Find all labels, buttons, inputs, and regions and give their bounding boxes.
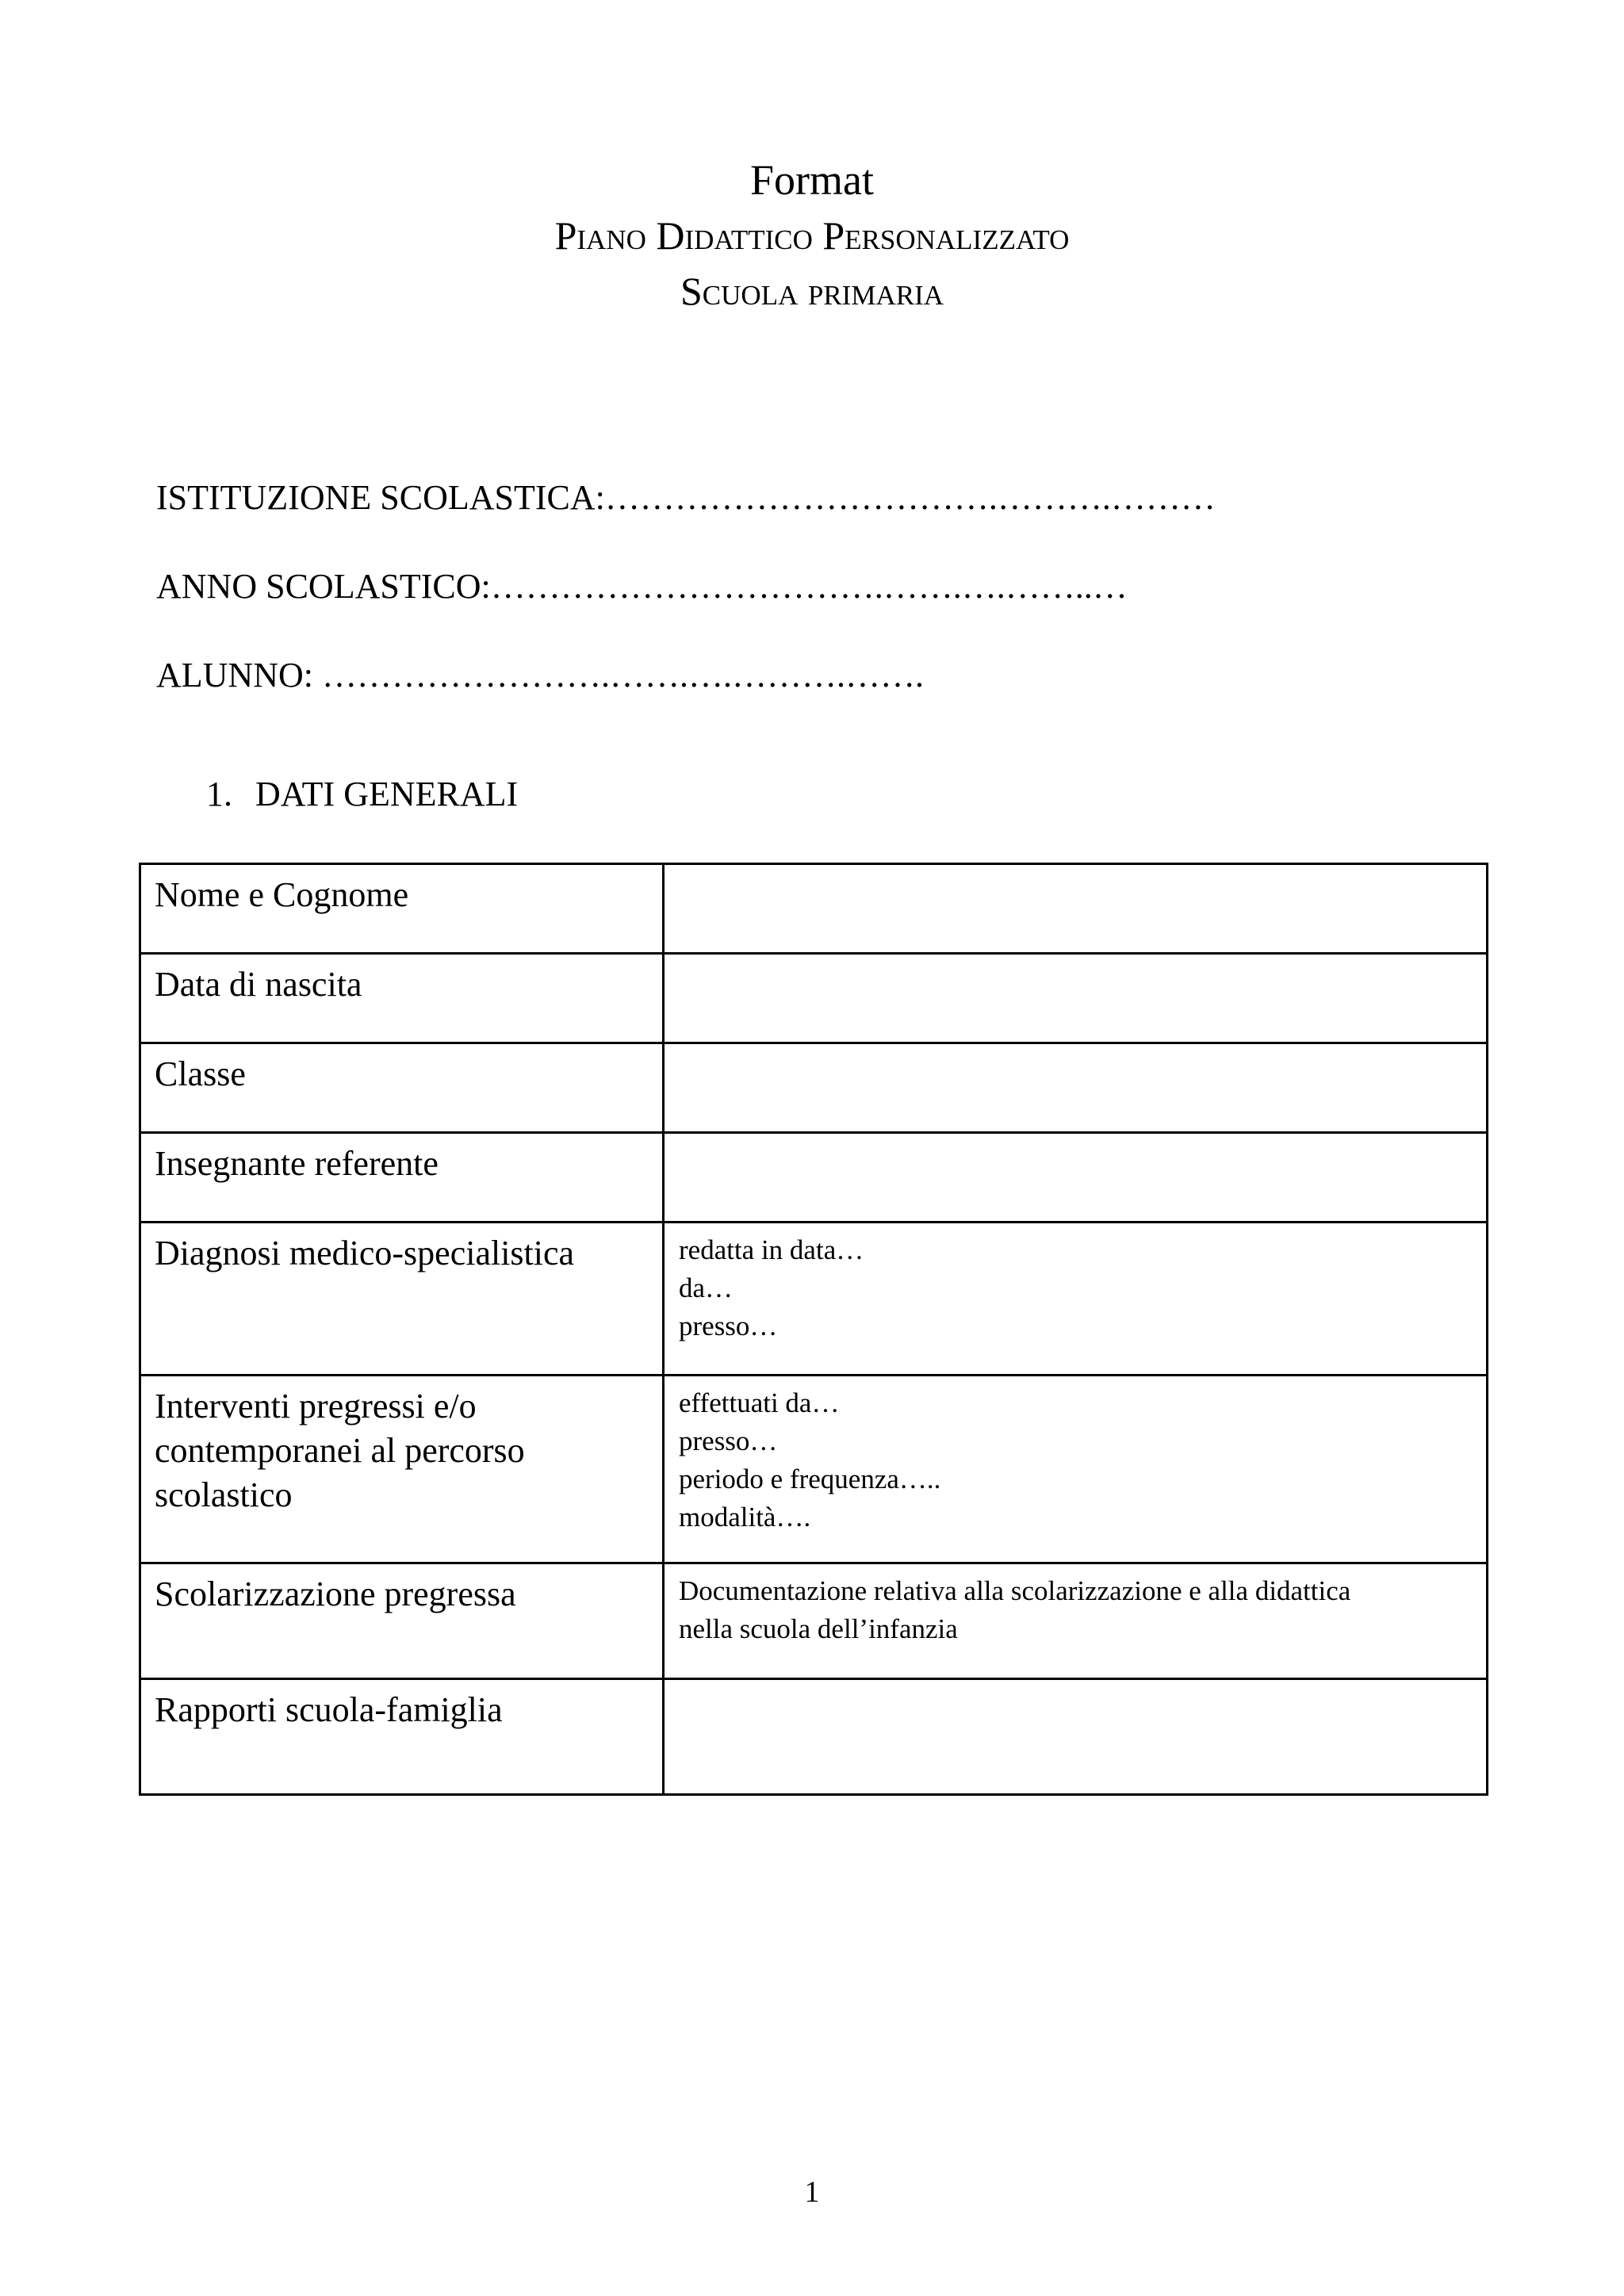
field-label: ANNO SCOLASTICO: bbox=[156, 567, 491, 606]
document-title: Format bbox=[750, 156, 874, 204]
field-value: …………………….…….….……….……. bbox=[312, 656, 924, 695]
school-level: Scuola primaria bbox=[680, 269, 944, 313]
table-row bbox=[140, 1043, 1488, 1133]
table-row bbox=[140, 1133, 1488, 1223]
row-label-cell bbox=[140, 1563, 664, 1679]
table-row bbox=[140, 864, 1488, 954]
row-value-cell[interactable] bbox=[664, 1043, 1488, 1133]
row-value-line: Documentazione relativa alla scolarizzazione e alla didattica bbox=[679, 1575, 1351, 1606]
table-row bbox=[140, 1376, 1488, 1563]
page-number: 1 bbox=[804, 2175, 820, 2209]
row-label-cell bbox=[140, 1133, 664, 1223]
row-value-cell[interactable] bbox=[664, 1679, 1488, 1795]
row-label-cell bbox=[140, 1223, 664, 1376]
field-alunno bbox=[156, 653, 924, 698]
row-value-line: redatta in data… bbox=[679, 1234, 864, 1265]
row-label-cell bbox=[140, 1679, 664, 1795]
row-label-cell bbox=[140, 954, 664, 1043]
field-value: …………………………….…….….……..… bbox=[490, 567, 1128, 606]
table-row bbox=[140, 954, 1488, 1043]
row-value-cell[interactable] bbox=[664, 1223, 1488, 1376]
section-number: 1. bbox=[206, 775, 232, 813]
row-value-line: da… bbox=[679, 1272, 733, 1303]
field-istituzione bbox=[156, 476, 1216, 520]
row-value-cell[interactable] bbox=[664, 1133, 1488, 1223]
row-value-line: effettuati da… bbox=[679, 1387, 840, 1418]
row-label-line: Nome e Cognome bbox=[155, 875, 409, 914]
row-label-line: Insegnante referente bbox=[155, 1144, 439, 1183]
row-value-line: periodo e frequenza….. bbox=[679, 1464, 941, 1494]
row-label-line: Data di nascita bbox=[155, 965, 362, 1004]
row-value-line: presso… bbox=[679, 1425, 778, 1456]
field-value: …………………………….……….……… bbox=[604, 478, 1216, 517]
row-label-cell bbox=[140, 1043, 664, 1133]
row-label-cell bbox=[140, 864, 664, 954]
field-anno-scolastico bbox=[156, 564, 1128, 609]
document-subtitle: Piano Didattico Personalizzato bbox=[554, 213, 1070, 258]
row-value-cell[interactable] bbox=[664, 954, 1488, 1043]
section-title: DATI GENERALI bbox=[255, 775, 519, 813]
row-label-cell bbox=[140, 1376, 664, 1563]
row-value-cell[interactable] bbox=[664, 1563, 1488, 1679]
row-value-cell[interactable] bbox=[664, 864, 1488, 954]
row-label-line: Scolarizzazione pregressa bbox=[155, 1575, 516, 1613]
row-label-line: contemporanei al percorso bbox=[155, 1431, 525, 1470]
row-label-line: Diagnosi medico-specialistica bbox=[155, 1234, 575, 1272]
row-label-line: scolastico bbox=[155, 1475, 293, 1514]
field-label: ALUNNO: bbox=[156, 656, 313, 695]
row-label-line: Interventi pregressi e/o bbox=[155, 1387, 477, 1425]
title-block bbox=[0, 152, 1624, 319]
row-value-cell[interactable] bbox=[664, 1376, 1488, 1563]
row-value-line: presso… bbox=[679, 1311, 778, 1341]
table-row bbox=[140, 1223, 1488, 1376]
section-heading bbox=[206, 772, 518, 817]
row-label-line: Classe bbox=[155, 1054, 246, 1093]
dati-generali-table bbox=[139, 863, 1488, 1796]
row-label-line: Rapporti scuola-famiglia bbox=[155, 1690, 503, 1729]
row-value-line: modalità…. bbox=[679, 1502, 811, 1533]
table-row bbox=[140, 1679, 1488, 1795]
row-value-line: nella scuola dell’infanzia bbox=[679, 1613, 958, 1644]
table-row bbox=[140, 1563, 1488, 1679]
field-label: ISTITUZIONE SCOLASTICA: bbox=[156, 478, 605, 517]
